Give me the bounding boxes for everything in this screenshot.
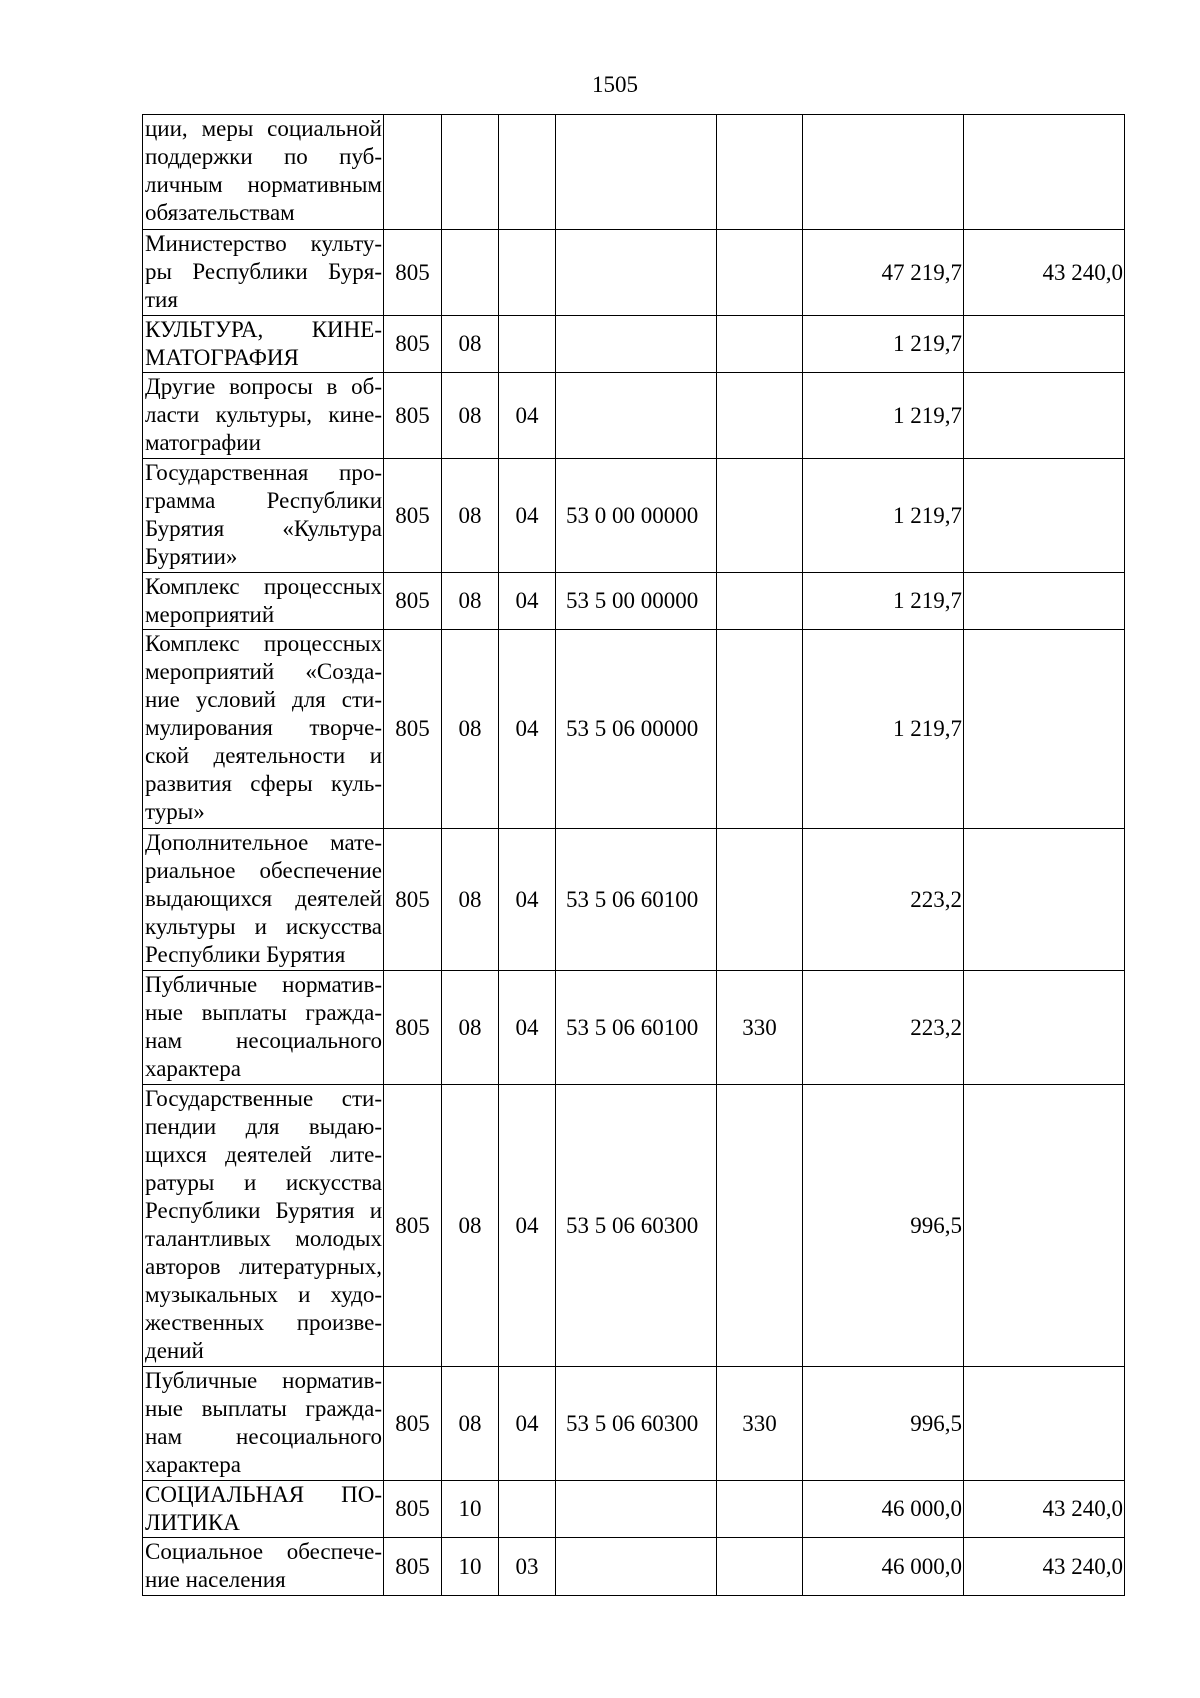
sum1-cell: 223,2 <box>803 829 964 971</box>
table-row <box>143 1481 1125 1538</box>
sum1-cell: 46 000,0 <box>803 1538 964 1596</box>
sum1-cell: 46 000,0 <box>803 1481 964 1538</box>
vr-cell <box>717 1085 803 1367</box>
row-name: Министерство культу-ры Республики Буря-тия <box>143 230 384 316</box>
csr-cell: 53 5 06 60300 <box>556 1367 717 1481</box>
ved-cell: 805 <box>384 1481 442 1538</box>
rz-cell: 10 <box>442 1538 499 1596</box>
sum2-cell: 43 240,0 <box>964 1538 1125 1596</box>
ved-cell: 805 <box>384 316 442 373</box>
vr-cell <box>717 829 803 971</box>
pr-cell: 03 <box>499 1538 556 1596</box>
ved-cell: 805 <box>384 1538 442 1596</box>
pr-cell <box>499 316 556 373</box>
ved-cell: 805 <box>384 573 442 630</box>
row-name: Публичные норматив-ные выплаты гражда-нам несоциального характера <box>143 971 384 1085</box>
table-row <box>143 373 1125 459</box>
row-name: ции, меры социальной поддержки по пуб-личным нормативным обязательствам <box>143 115 384 230</box>
sum1-cell: 1 219,7 <box>803 573 964 630</box>
vr-cell <box>717 630 803 829</box>
page-number: 1505 <box>592 72 638 97</box>
csr-cell <box>556 1538 717 1596</box>
vr-cell <box>717 1538 803 1596</box>
ved-cell: 805 <box>384 971 442 1085</box>
rz-cell: 08 <box>442 373 499 459</box>
row-name: Публичные норматив-ные выплаты гражда-нам несоциального характера <box>143 1367 384 1481</box>
vr-cell <box>717 373 803 459</box>
pr-cell: 04 <box>499 373 556 459</box>
ved-cell: 805 <box>384 1085 442 1367</box>
pr-cell: 04 <box>499 630 556 829</box>
vr-cell <box>717 115 803 230</box>
sum2-cell <box>964 829 1125 971</box>
table-row <box>143 971 1125 1085</box>
vr-cell: 330 <box>717 1367 803 1481</box>
sum2-cell <box>964 316 1125 373</box>
pr-cell: 04 <box>499 1367 556 1481</box>
ved-cell: 805 <box>384 459 442 573</box>
ved-cell: 805 <box>384 230 442 316</box>
rz-cell: 08 <box>442 316 499 373</box>
table-row <box>143 573 1125 630</box>
pr-cell: 04 <box>499 829 556 971</box>
rz-cell: 08 <box>442 829 499 971</box>
rz-cell: 08 <box>442 971 499 1085</box>
rz-cell: 08 <box>442 1085 499 1367</box>
row-name: Комплекс процессных мероприятий «Созда-ние условий для сти-мулирования творче-ской деятельности и развития сферы куль-туры» <box>143 630 384 829</box>
pr-cell <box>499 1481 556 1538</box>
sum1-cell: 1 219,7 <box>803 630 964 829</box>
table-row <box>143 1085 1125 1367</box>
csr-cell: 53 5 06 60100 <box>556 971 717 1085</box>
sum1-cell: 1 219,7 <box>803 316 964 373</box>
rz-cell: 08 <box>442 459 499 573</box>
sum2-cell <box>964 971 1125 1085</box>
table-row <box>143 459 1125 573</box>
vr-cell: 330 <box>717 971 803 1085</box>
sum1-cell: 223,2 <box>803 971 964 1085</box>
pr-cell: 04 <box>499 459 556 573</box>
sum2-cell <box>964 1085 1125 1367</box>
sum1-cell: 1 219,7 <box>803 373 964 459</box>
pr-cell <box>499 230 556 316</box>
ved-cell <box>384 115 442 230</box>
sum1-cell: 996,5 <box>803 1085 964 1367</box>
csr-cell: 53 5 00 00000 <box>556 573 717 630</box>
csr-cell: 53 5 06 60100 <box>556 829 717 971</box>
sum2-cell: 43 240,0 <box>964 1481 1125 1538</box>
pr-cell <box>499 115 556 230</box>
table-row <box>143 1538 1125 1596</box>
sum1-cell <box>803 115 964 230</box>
csr-cell: 53 5 06 00000 <box>556 630 717 829</box>
sum1-cell: 996,5 <box>803 1367 964 1481</box>
csr-cell: 53 0 00 00000 <box>556 459 717 573</box>
rz-cell <box>442 115 499 230</box>
table-row <box>143 230 1125 316</box>
csr-cell <box>556 230 717 316</box>
table-row <box>143 316 1125 373</box>
sum1-cell: 1 219,7 <box>803 459 964 573</box>
vr-cell <box>717 1481 803 1538</box>
ved-cell: 805 <box>384 373 442 459</box>
rz-cell <box>442 230 499 316</box>
sum2-cell <box>964 373 1125 459</box>
vr-cell <box>717 316 803 373</box>
table-row <box>143 630 1125 829</box>
ved-cell: 805 <box>384 1367 442 1481</box>
row-name: Другие вопросы в об-ласти культуры, кине-матографии <box>143 373 384 459</box>
row-name: Социальное обеспече-ние населения <box>143 1538 384 1596</box>
vr-cell <box>717 230 803 316</box>
pr-cell: 04 <box>499 971 556 1085</box>
vr-cell <box>717 459 803 573</box>
vr-cell <box>717 573 803 630</box>
table-row <box>143 1367 1125 1481</box>
row-name: Комплекс процессных мероприятий <box>143 573 384 630</box>
row-name: Дополнительное мате-риальное обеспечение выдающихся деятелей культуры и искусства Республики Бурятия <box>143 829 384 971</box>
budget-table <box>142 114 1125 1596</box>
csr-cell <box>556 373 717 459</box>
rz-cell: 10 <box>442 1481 499 1538</box>
ved-cell: 805 <box>384 630 442 829</box>
csr-cell <box>556 1481 717 1538</box>
ved-cell: 805 <box>384 829 442 971</box>
rz-cell: 08 <box>442 1367 499 1481</box>
sum2-cell <box>964 459 1125 573</box>
rz-cell: 08 <box>442 630 499 829</box>
csr-cell <box>556 316 717 373</box>
rz-cell: 08 <box>442 573 499 630</box>
row-name: Государственная про-грамма Республики Бурятия «Культура Бурятии» <box>143 459 384 573</box>
pr-cell: 04 <box>499 573 556 630</box>
row-name: Государственные сти-пендии для выдаю-щихся деятелей лите-ратуры и искусства Республики Бурятия и талантливых молодых авторов литературных, музыкальных и худо-жественных произве-дений <box>143 1085 384 1367</box>
table-row <box>143 115 1125 230</box>
sum2-cell <box>964 573 1125 630</box>
sum2-cell <box>964 630 1125 829</box>
sum1-cell: 47 219,7 <box>803 230 964 316</box>
pr-cell: 04 <box>499 1085 556 1367</box>
row-name: КУЛЬТУРА, КИНЕ-МАТОГРАФИЯ <box>143 316 384 373</box>
sum2-cell: 43 240,0 <box>964 230 1125 316</box>
csr-cell <box>556 115 717 230</box>
sum2-cell <box>964 115 1125 230</box>
csr-cell: 53 5 06 60300 <box>556 1085 717 1367</box>
row-name: СОЦИАЛЬНАЯ ПО-ЛИТИКА <box>143 1481 384 1538</box>
table-row <box>143 829 1125 971</box>
sum2-cell <box>964 1367 1125 1481</box>
